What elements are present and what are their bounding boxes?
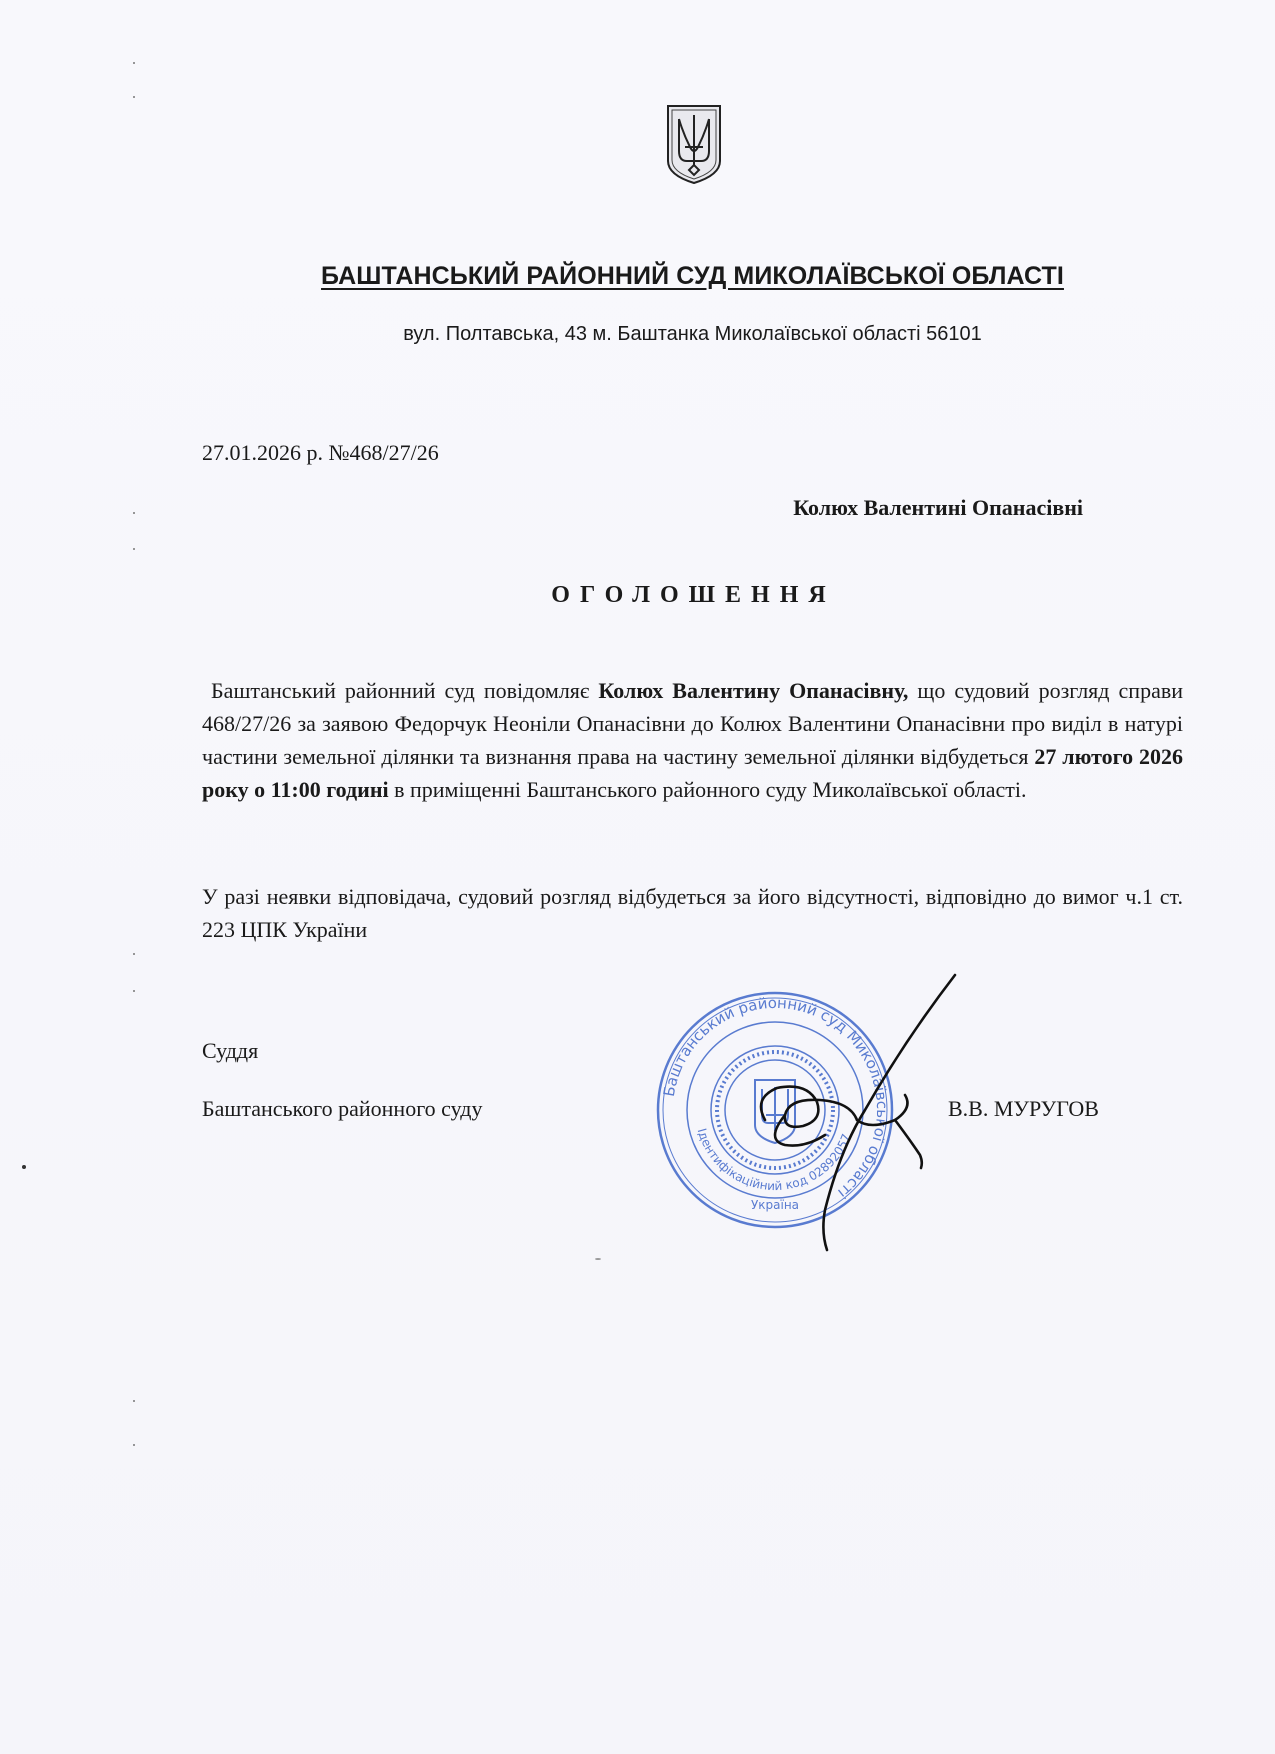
notice-paragraph-2: У разі неявки відповідача, судовий розгляд відбудеться за його відсутності, відповідно до вимог ч.1 ст. 223 ЦПК України [202, 884, 1183, 942]
seal-outer-text: Баштанський районний суд Миколаївської області [659, 993, 892, 1203]
p1-defendant-name: Колюх Валентину Опанасівну, [598, 678, 909, 703]
judge-role-line-1: Суддя [202, 1038, 259, 1063]
document-date-number: 27.01.2026 р. №468/27/26 [202, 440, 439, 465]
recipient-name: Колюх Валентині Опанасівні [793, 495, 1083, 520]
p1-hearing-datetime: 27 лютого 2026 року о 11:00 годині [202, 744, 1184, 802]
judge-name: В.В. МУРУГОВ [948, 1096, 1099, 1121]
trident-coat-of-arms-icon [665, 103, 723, 185]
p1-intro: Баштанський районний суд повідомляє [211, 678, 599, 703]
p1-middle: що судовий розгляд справи 468/27/26 за заявою Федорчук Неоніли Опанасівни до Колюх Валентини Опанасівни про виділ в натурі частини земельної ділянки та визнання права на частину земельної ділянки відбудеться [202, 678, 1183, 769]
seal-inner-text: Ідентифікаційний код 02892057 [694, 1126, 854, 1194]
court-name: БАШТАНСЬКИЙ РАЙОННИЙ СУД МИКОЛАЇВСЬКОЇ ОБЛАСТІ [321, 262, 1064, 290]
judge-role-line-2: Баштанського районного суду [202, 1096, 483, 1121]
notice-paragraph-1 [202, 674, 1183, 806]
p1-end: в приміщенні Баштанського районного суду Миколаївської області. [388, 777, 1027, 802]
court-address: вул. Полтавська, 43 м. Баштанка Миколаївської області 56101 [403, 323, 982, 345]
seal-country: Україна [750, 1198, 800, 1212]
handwritten-signature-icon [745, 970, 970, 1255]
document-heading: ОГОЛОШЕННЯ [551, 582, 836, 608]
